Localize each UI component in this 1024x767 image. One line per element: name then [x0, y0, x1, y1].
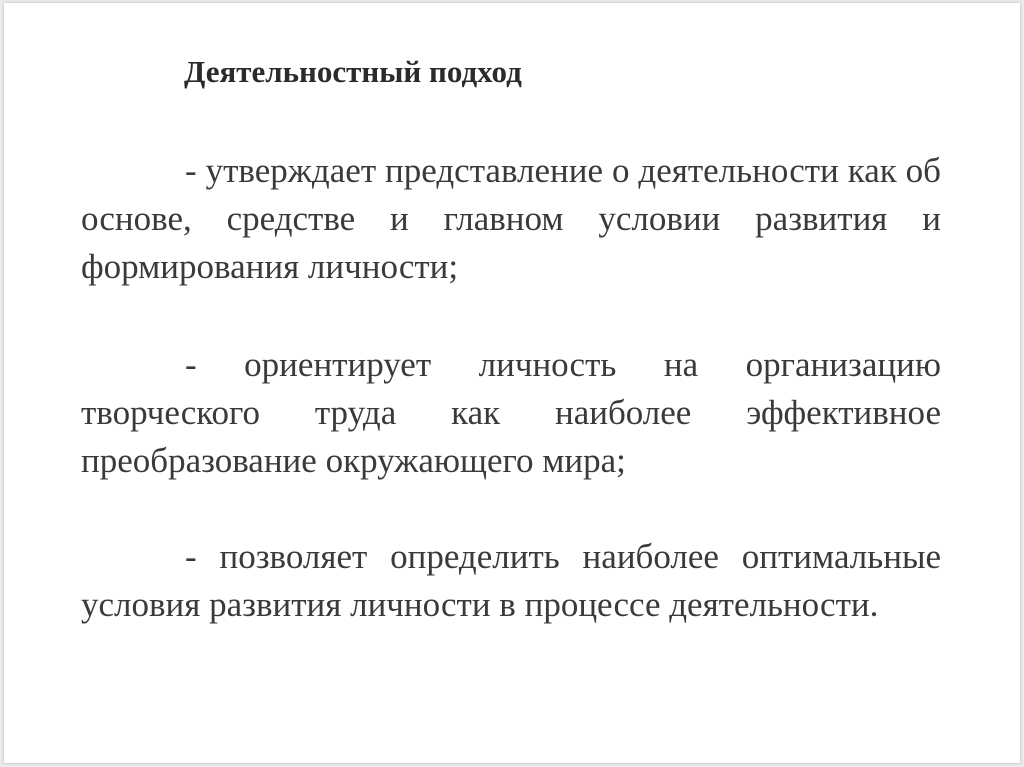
slide	[4, 3, 1020, 763]
list-item: - позволяет определить наиболее оптимальные условия развития личности в процессе деятельности.	[81, 537, 941, 624]
slide-title: Деятельностный подход	[184, 54, 522, 89]
list-item: - ориентирует личность на организацию творческого труда как наиболее эффективное преобразование окружающего мира;	[81, 345, 941, 480]
list-item: - утверждает представление о деятельности как об основе, средстве и главном условии развития и формирования личности;	[81, 151, 941, 286]
